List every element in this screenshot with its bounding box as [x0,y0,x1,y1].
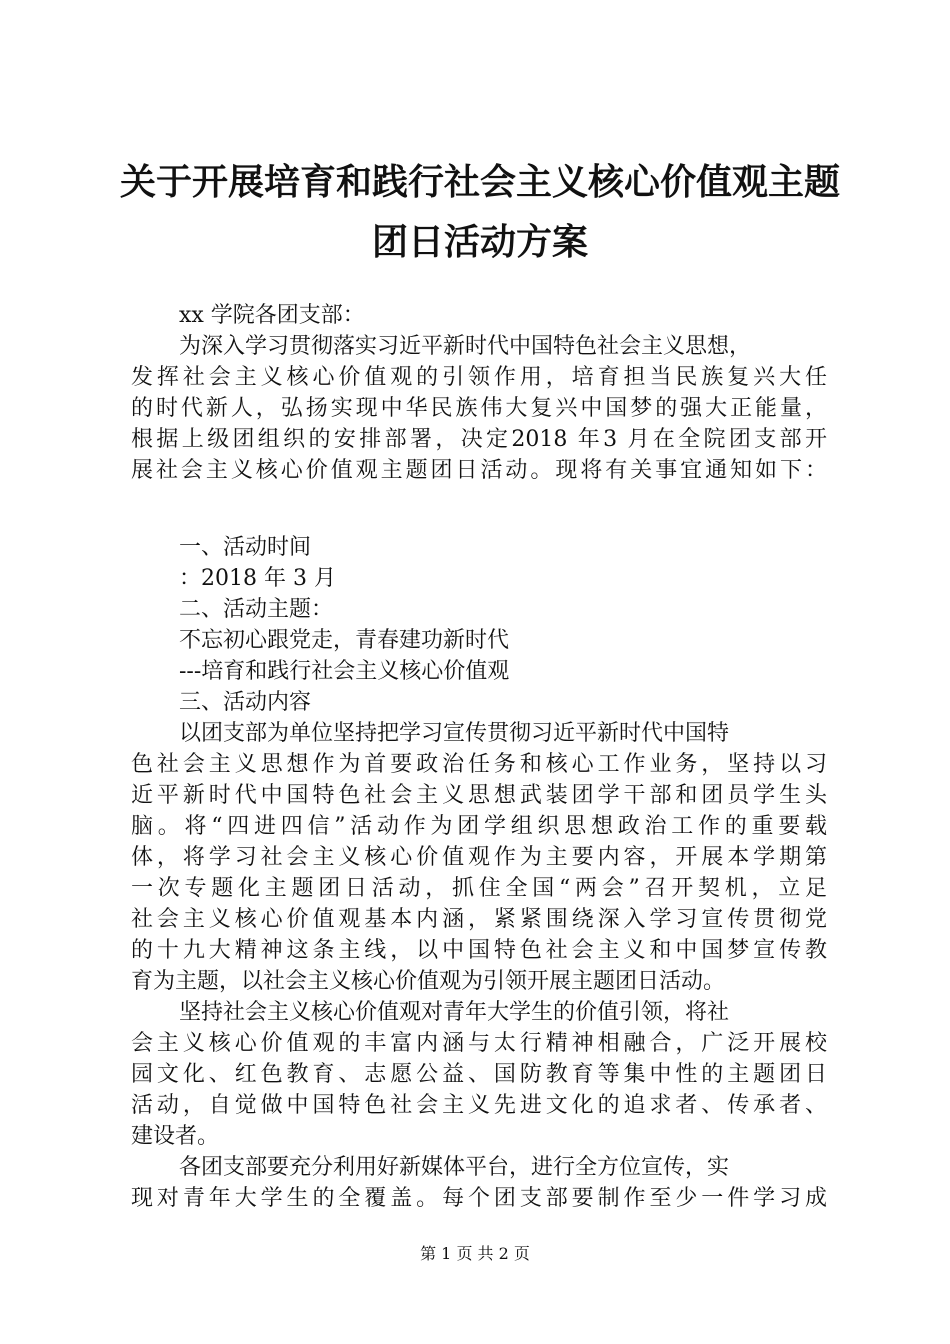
paragraph-1-line: 社会主义核心价值观基本内涵，紧紧围绕深入学习宣传贯彻党 [131,907,827,932]
document-title-line-2: 团日活动方案 [371,222,588,263]
paragraph-1-line: 以团支部为单位坚持把学习宣传贯彻习近平新时代中国特 [179,721,730,746]
paragraph-1-line: 脑。将“四进四信”活动作为团学组织思想政治工作的重要载 [131,814,827,839]
paragraph-1-line: 体，将学习社会主义核心价值观作为主要内容，开展本学期第 [131,845,827,870]
section-2-heading: 二、活动主题： [179,597,334,622]
paragraph-3-line: 现对青年大学生的全覆盖。每个团支部要制作至少一件学习成 [131,1186,827,1211]
section-1-value: ：2018 年 3 月 [179,566,336,591]
intro-line: 发挥社会主义核心价值观的引领作用，培育担当民族复兴大任 [131,365,827,390]
intro-line: 展社会主义核心价值观主题团日活动。现将有关事宜通知如下： [131,458,827,483]
page-footer: 第 1 页 共 2 页 [420,1244,530,1263]
paragraph-1-line: 育为主题，以社会主义核心价值观为引领开展主题团日活动。 [131,969,726,994]
paragraph-1-line: 一次专题化主题团日活动，抓住全国“两会”召开契机，立足 [131,876,827,901]
paragraph-2-line: 会主义核心价值观的丰富内涵与太行精神相融合，广泛开展校 [131,1031,827,1056]
intro-line: 为深入学习贯彻落实习近平新时代中国特色社会主义思想， [179,334,752,359]
intro-line: 的时代新人，弘扬实现中华民族伟大复兴中国梦的强大正能量， [131,396,827,421]
paragraph-1-line: 色社会主义思想作为首要政治任务和核心工作业务，坚持以习 [131,752,827,777]
section-3-heading: 三、活动内容 [179,690,312,715]
paragraph-gap [131,486,827,532]
paragraph-3-line: 各团支部要充分利用好新媒体平台，进行全方位宣传，实 [179,1155,730,1180]
document-title-line-1: 关于开展培育和践行社会主义核心价值观主题 [119,162,840,203]
paragraph-2-line: 建设者。 [131,1124,220,1149]
paragraph-2-line: 活动，自觉做中国特色社会主义先进文化的追求者、传承者、 [131,1093,827,1118]
theme-line-2: ---培育和践行社会主义核心价值观 [179,659,510,684]
document-body [131,300,827,1214]
salutation: xx 学院各团支部： [179,303,365,328]
paragraph-2-line: 坚持社会主义核心价值观对青年大学生的价值引领，将社 [179,1000,730,1025]
section-1-heading: 一、活动时间 [179,535,312,560]
paragraph-1-line: 的十九大精神这条主线，以中国特色社会主义和中国梦宣传教 [131,938,827,963]
theme-line-1: 不忘初心跟党走，青春建功新时代 [179,628,510,653]
paragraph-1-line: 近平新时代中国特色社会主义思想武装团学干部和团员学生头 [131,783,827,808]
intro-line: 根据上级团组织的安排部署，决定2018 年3 月在全院团支部开 [131,427,827,452]
paragraph-2-line: 园文化、红色教育、志愿公益、国防教育等集中性的主题团日 [131,1062,827,1087]
